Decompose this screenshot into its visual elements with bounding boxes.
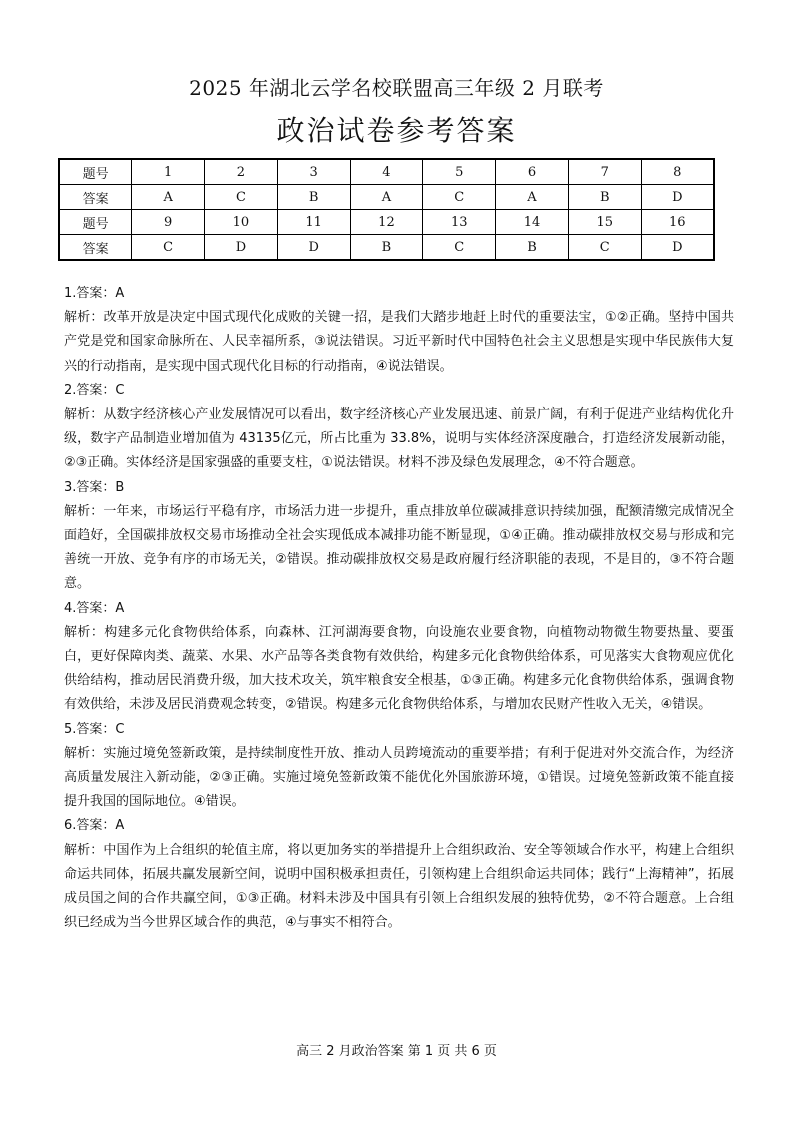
- question-row-label: 题号: [59, 159, 132, 185]
- answer-cell: D: [641, 235, 714, 261]
- answer-cell: A: [350, 185, 423, 210]
- question-cell: 9: [132, 210, 205, 235]
- answer-cell: D: [277, 235, 350, 261]
- answer-cell: D: [641, 185, 714, 210]
- answer-cell: C: [205, 185, 278, 210]
- answer-cell: A: [496, 185, 569, 210]
- answer-row-label: 答案: [59, 235, 132, 261]
- question-cell: 3: [277, 159, 350, 185]
- question-answer-line: 1.答案：A: [64, 286, 125, 301]
- answer-cell: D: [205, 235, 278, 261]
- answer-row-label: 答案: [59, 185, 132, 210]
- answer-cell: B: [277, 185, 350, 210]
- document-title: 政治试卷参考答案: [276, 114, 517, 147]
- question-cell: 13: [423, 210, 496, 235]
- answer-table-row-question: [59, 159, 714, 185]
- explanation-paragraph: 解析：构建多元化食物供给体系，向森林、江河湖海要食物，向设施农业要食物，向植物动物微生物要热量、要蛋白，更好保障肉类、蔬菜、水果、水产品等各类食物有效供给，构建多元化食物供给体系，可见落实大食物观应优化供给结构，推动居民消费升级，加大技术攻关，筑牢粮食安全根基，①③正确。构建多元化食物供给体系，强调食物有效供给，未涉及居民消费观念转变，②错误。构建多元化食物供给体系，与增加农民财产性收入无关，④错误。: [64, 624, 734, 713]
- answer-cell: B: [568, 185, 641, 210]
- question-answer-line: 2.答案：C: [64, 382, 125, 398]
- question-cell: 5: [423, 159, 496, 185]
- question-answer-line: 6.答案：A: [64, 818, 125, 834]
- explanation-paragraph: 解析：一年来，市场运行平稳有序，市场活力进一步提升，重点排放单位碳减排意识持续加强，配额清缴完成情况全面趋好，全国碳排放权交易市场推动全社会实现低成本减排功能不断显现，①④正确。推动碳排放权交易与形成和完善统一开放、竞争有序的市场无关，②错误。推动碳排放权交易是政府履行经济职能的表现，不是目的，③不符合题意。: [64, 503, 734, 592]
- explanation-paragraph: 解析：改革开放是决定中国式现代化成败的关键一招，是我们大踏步地赶上时代的重要法宝，①②正确。坚持中国共产党是党和国家命脉所在、人民幸福所系，③说法错误。习近平新时代中国特色社会主义思想是实现中华民族伟大复兴的行动指南，是实现中国式现代化目标的行动指南，④说法错误。: [64, 310, 734, 374]
- explanation-paragraph: 解析：中国作为上合组织的轮值主席，将以更加务实的举措提升上合组织政治、安全等领域合作水平，构建上合组织命运共同体，拓展共赢发展新空间，说明中国积极承担责任，引领构建上合组织命运共同体；践行“上海精神”，拓展成员国之间的合作共赢空间，①③正确。材料未涉及中国具有引领上合组织发展的独特优势，②不符合题意。上合组织已经成为当今世界区域合作的典范，④与事实不相符合。: [64, 842, 734, 931]
- question-row-label: 题号: [59, 210, 132, 235]
- answer-cell: C: [132, 235, 205, 261]
- explanation-paragraph: 解析：实施过境免签新政策，是持续制度性开放、推动人员跨境流动的重要举措；有利于促进对外交流合作，为经济高质量发展注入新动能，②③正确。实施过境免签新政策不能优化外国旅游环境，①错误。过境免签新政策不能直接提升我国的国际地位。④错误。: [64, 745, 734, 810]
- question-cell: 11: [277, 210, 350, 235]
- answer-table-row-answer: [59, 185, 714, 210]
- answer-cell: B: [496, 235, 569, 261]
- answer-cell: C: [423, 185, 496, 210]
- question-cell: 6: [496, 159, 569, 185]
- answer-table: [58, 158, 715, 261]
- answer-table-row-question: [59, 210, 714, 235]
- answer-cell: C: [423, 235, 496, 261]
- question-answer-line: 3.答案：B: [64, 479, 125, 495]
- answer-cell: A: [132, 185, 205, 210]
- answer-table-row-answer: [59, 235, 714, 261]
- explanations: [64, 282, 734, 935]
- question-cell: 7: [568, 159, 641, 185]
- question-cell: 12: [350, 210, 423, 235]
- exam-title: 2025 年湖北云学名校联盟高三年级 2 月联考: [189, 76, 604, 100]
- page-footer: 高三 2 月政治答案 第 1 页 共 6 页: [296, 1044, 497, 1059]
- question-cell: 2: [205, 159, 278, 185]
- explanation-paragraph: 解析：从数字经济核心产业发展情况可以看出，数字经济核心产业发展迅速、前景广阔，有利于促进产业结构优化升级，数字产品制造业增加值为 43135亿元，所占比重为 33.8%，说明与实体经济深度融合，打造经济发展新动能，②③正确。实体经济是国家强盛的重要支柱，①说法错误。材料不涉及绿色发展理念，④不符合题意。: [64, 407, 734, 471]
- answer-cell: B: [350, 235, 423, 261]
- question-cell: 14: [496, 210, 569, 235]
- question-cell: 15: [568, 210, 641, 235]
- answer-cell: C: [568, 235, 641, 261]
- question-cell: 16: [641, 210, 714, 235]
- question-cell: 10: [205, 210, 278, 235]
- question-answer-line: 4.答案：A: [64, 600, 125, 616]
- question-cell: 1: [132, 159, 205, 185]
- question-answer-line: 5.答案：C: [64, 721, 125, 737]
- question-cell: 8: [641, 159, 714, 185]
- question-cell: 4: [350, 159, 423, 185]
